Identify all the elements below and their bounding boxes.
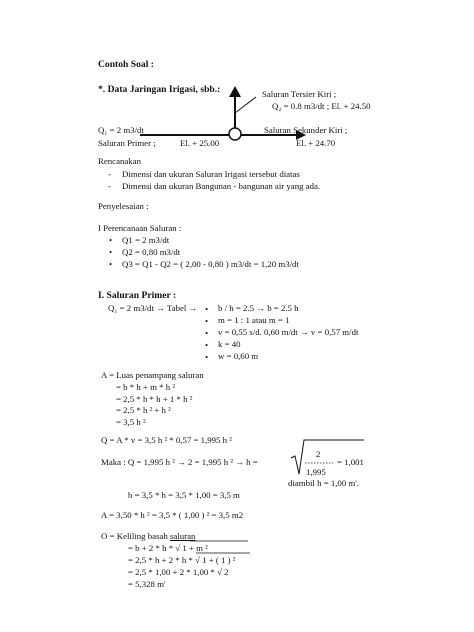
dash-bullet: - <box>108 181 111 191</box>
section-data-title: *. Data Jaringan Irigasi, sbb.: <box>98 84 221 95</box>
fraction-denominator: 1,995 <box>306 467 326 477</box>
primer-elevation: El. + 25.00 <box>180 138 220 148</box>
q1-label: Q₁ = 2 m3/dt <box>98 125 144 135</box>
luas-line: = 3,5 h ² <box>116 417 146 427</box>
primer-label: Saluran Primer ; <box>98 138 156 148</box>
bullet-dot: • <box>205 352 209 362</box>
keliling-line: = b + 2 * h * √ 1 + m ² <box>128 543 208 553</box>
rencanakan-item: Dimensi dan ukuran Saluran Irigasi tersebut diatas <box>122 169 300 179</box>
primer-param: m = 1 : 1 atau m = 1 <box>218 315 290 325</box>
perencanaan-title: I Perencanaan Saluran : <box>98 223 182 233</box>
luas-line: = 2,5 * h ² + h ² <box>116 405 171 415</box>
primer-title: I. Saluran Primer : <box>98 290 177 301</box>
rencanakan-title: Rencanakan <box>98 156 141 166</box>
bullet-dot: • <box>109 259 113 269</box>
primer-param: b / h = 2.5 → b = 2.5 h <box>218 303 299 313</box>
tersier-title: Saluran Tersier Kiri ; <box>262 89 337 99</box>
sekunder-elevation: El. + 24.70 <box>296 138 336 148</box>
h-result: = 1,001 <box>337 457 364 467</box>
debit-equation: Q = A * v = 3,5 h ² * 0,57 = 1,995 h ² <box>101 435 232 445</box>
dash-bullet: - <box>108 169 111 179</box>
perencanaan-item: Q3 = Q1 - Q2 = ( 2,00 - 0,80 ) m3/dt = 1,20 m3/dt <box>122 259 299 269</box>
luas-line: = 2,5 * h * h + 1 * h ² <box>116 394 193 404</box>
bullet-dot: • <box>205 340 209 350</box>
luas-line: A = Luas penampang saluran <box>101 370 204 380</box>
primer-param: k = 40 <box>218 339 241 349</box>
bullet-dot: • <box>109 247 113 257</box>
primer-param: w = 0,60 m <box>218 351 259 361</box>
bullet-dot: • <box>205 304 209 314</box>
bullet-dot: • <box>109 235 113 245</box>
maka-equation: Maka : Q = 1,995 h ² → 2 = 1,995 h ² → h = <box>101 457 258 467</box>
keliling-line: = 2,5 * h + 2 * h * √ 1 + ( 1 ) ² <box>128 555 236 565</box>
keliling-title-text: O = Keliling basah <box>101 531 170 541</box>
bullet-dot: • <box>205 316 209 326</box>
primer-param: v = 0,55 s/d. 0,60 m/dt → v = 0,57 m/dt <box>218 327 359 337</box>
sekunder-title: Saluran Sekunder Kiri ; <box>264 125 348 135</box>
bullet-dot: • <box>205 328 209 338</box>
rencanakan-item: Dimensi dan ukuran Bangunan - bangunan air yang ada. <box>122 181 321 191</box>
area-equation: A = 3,50 * h ² = 3,5 * ( 1,00 ) ² = 3,5 m2 <box>101 510 244 520</box>
keliling-line: = 5,328 m' <box>128 579 166 589</box>
keliling-line: = 2,5 * 1,00 + 2 * 1,00 * √ 2 <box>128 567 229 577</box>
b-equation: b = 3,5 * h = 3,5 * 1,00 = 3,5 m <box>128 490 240 500</box>
keliling-title-underlined: saluran <box>169 531 196 541</box>
luas-line: = b * h + m * h ² <box>116 382 175 392</box>
perencanaan-item: Q2 = 0,80 m3/dt <box>122 247 181 257</box>
tersier-values: Q₂ = 0.8 m3/dt ; El. + 24.50 <box>272 101 371 111</box>
penyelesaian-title: Penyelesaian : <box>98 201 149 211</box>
primer-q1-tabel: Q₁ = 2 m3/dt → Tabel → <box>108 303 198 313</box>
fraction-numerator: 2 <box>316 449 321 459</box>
diambil-text: diambil h = 1,00 m'. <box>288 478 360 488</box>
heading: Contoh Soal : <box>98 59 154 70</box>
perencanaan-item: Q1 = 2 m3/dt <box>122 235 170 245</box>
